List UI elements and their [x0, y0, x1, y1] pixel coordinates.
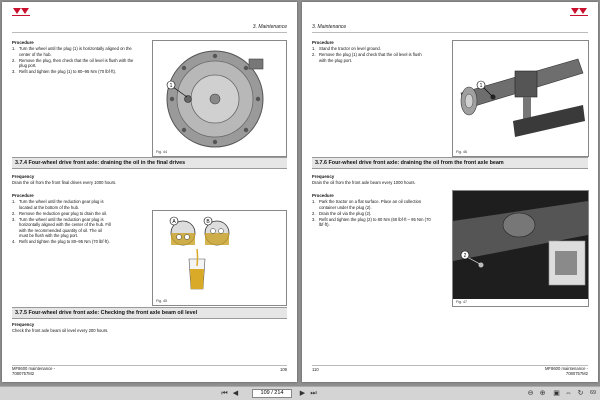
step-item: 2. Remove the reduction gear plug to drain the oil. — [12, 210, 108, 216]
step-item: 1. Stand the tractor on level ground. — [312, 46, 381, 52]
figure-drain-oil — [152, 210, 287, 306]
callout-2: 2 — [463, 252, 467, 259]
step-item: 2. Drain the oil via the plug (2). — [312, 210, 372, 216]
page-right — [302, 2, 598, 382]
zoom-in-icon[interactable]: ⊕ — [539, 390, 546, 397]
callout-a: A — [172, 218, 176, 225]
hub-illustration — [153, 41, 286, 149]
section-heading-3-7-5: 3.7.5 Four-wheel drive front axle: Checking the front axle beam oil level — [12, 307, 287, 319]
step-item: 3. Refit and tighten the plug (1) to 80–95 Nm (70 lbf·ft). — [12, 69, 117, 75]
page-number: 110 — [312, 367, 319, 372]
procedure-steps — [312, 46, 422, 63]
frequency-block — [312, 174, 587, 186]
footer-title: MF8600 maintenance - — [12, 366, 56, 371]
page-number: 109 — [280, 367, 287, 372]
first-page-button[interactable]: ⏮ — [221, 390, 228, 397]
prev-page-button[interactable]: ◀ — [232, 390, 239, 397]
next-page-button[interactable]: ▶ — [299, 390, 306, 397]
section-heading-3-7-6: 3.7.6 Four-wheel drive front axle: draining the oil from the front axle beam — [312, 157, 588, 169]
frequency-heading: Frequency — [12, 174, 35, 179]
footer-title: MF8600 maintenance - — [544, 366, 588, 371]
step-item: 2. Remove the plug, then check that the oil level is flush with the plug port. — [12, 57, 134, 69]
figure-hub-plug — [152, 40, 287, 157]
frequency-text: Drain the oil from the front final drives every 1000 hours. — [12, 180, 117, 186]
section-label: 3. Maintenance — [312, 24, 347, 30]
frequency-text: Check the front axle beam oil level every 200 hours. — [12, 328, 109, 334]
zoom-out-icon[interactable]: ⊖ — [527, 390, 534, 397]
frequency-heading: Frequency — [12, 322, 35, 327]
viewer-toolbar — [0, 386, 600, 400]
procedure-heading: Procedure — [312, 193, 334, 198]
figure-front-axle — [452, 40, 589, 157]
last-page-button[interactable]: ⏭ — [310, 390, 317, 397]
procedure-heading: Procedure — [312, 40, 334, 45]
frequency-block-2 — [12, 322, 287, 334]
figure-caption: Fig. 45 — [156, 299, 167, 303]
footer-doc-info — [12, 366, 55, 376]
procedure-heading: Procedure — [12, 193, 34, 198]
procedure-steps — [12, 199, 112, 244]
axle-illustration — [453, 41, 588, 149]
figure-caption: Fig. 44 — [156, 150, 167, 154]
frequency-block — [12, 174, 287, 186]
procedure-block — [12, 40, 140, 75]
procedure-heading: Procedure — [12, 40, 34, 45]
frequency-heading: Frequency — [312, 174, 335, 179]
brand-logo-icon — [12, 8, 30, 16]
step-item: 1. Turn the wheel until the plug (1) is horizontally aligned on the center of the hub. — [12, 46, 132, 57]
figure-axle-drain-plug — [452, 190, 589, 307]
callout-b: B — [206, 218, 210, 225]
footer-code: 7080757M2 — [12, 371, 35, 376]
page-number-input[interactable] — [252, 389, 292, 398]
step-item: 2. Remove the plug (1) and check that the oil level is flush with the plug port. — [312, 52, 422, 63]
page-left — [2, 2, 297, 382]
zoom-level: 69 — [590, 390, 597, 396]
page-header — [12, 6, 287, 33]
fit-page-icon[interactable]: ▣ — [553, 390, 560, 397]
step-item: 1. Turn the wheel until the reduction gear plug is located at the bottom of the hub. — [12, 199, 104, 210]
brand-logo-icon — [570, 8, 588, 16]
frequency-text: Drain the oil from the front axle beam every 1000 hours. — [312, 180, 416, 186]
step-item: 4. Refit and tighten the plug to 80–95 Nm (70 lbf·ft). — [12, 239, 110, 245]
procedure-steps — [12, 46, 140, 74]
section-label: 3. Maintenance — [252, 24, 287, 30]
footer-code: 7080757M2 — [565, 371, 588, 376]
step-item: 1. Park the tractor on a flat surface. Place an oil collection container under the plug (2). — [312, 199, 422, 210]
procedure-block-2 — [12, 193, 112, 245]
footer-doc-info — [545, 366, 588, 376]
step-item: 3. Refit and tighten the plug (2) to 80 Nm (60 lbf·ft – 95 Nm (70 lbf·ft). — [312, 216, 431, 228]
fit-width-icon[interactable]: ⇔ — [565, 390, 572, 397]
figure-caption: Fig. 47 — [456, 300, 467, 304]
callout-1: 1 — [169, 82, 173, 89]
callout-1: 1 — [479, 82, 483, 89]
procedure-block-2 — [312, 193, 432, 228]
figure-caption: Fig. 46 — [456, 150, 467, 154]
drain-plug-illustration — [453, 191, 588, 299]
rotate-icon[interactable]: ↻ — [577, 390, 584, 397]
drain-illustration — [153, 211, 286, 299]
step-item: 3. Turn the wheel until the reduction gear plug is horizontally aligned with the center of the hub. Fill with the recommended quantity of oil. The oil must be flush with the plug port. — [12, 216, 111, 239]
procedure-steps — [312, 199, 432, 227]
section-heading-3-7-4: 3.7.4 Four-wheel drive front axle: draining the oil in the final drives — [12, 157, 287, 169]
page-header — [312, 6, 588, 33]
procedure-block — [312, 40, 422, 64]
